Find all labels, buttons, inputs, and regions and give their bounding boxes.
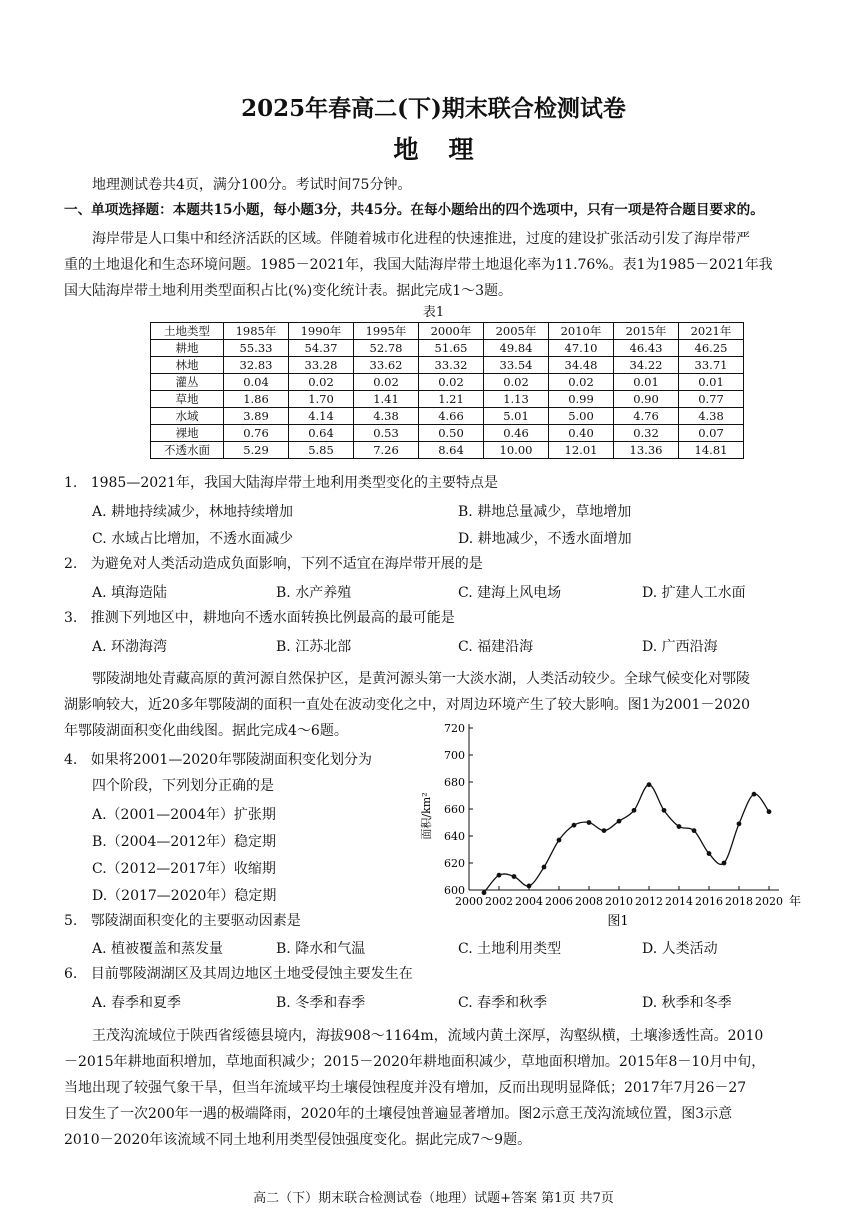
table-cell: 0.76 [224, 425, 289, 442]
q4-stem: 4. 如果将2001—2020年鄂陵湖面积变化划分为 [64, 752, 372, 768]
table-cell: 0.02 [549, 374, 614, 391]
chart-data-point [737, 821, 742, 826]
table-cell: 55.33 [224, 340, 289, 357]
q1-option-b: B. 耕地总量减少，草地增加 [458, 504, 632, 520]
chart-data-point [512, 874, 517, 879]
chart-data-point [707, 851, 712, 856]
chart-x-tick-label: 2010 [605, 895, 633, 908]
table-cell: 5.00 [549, 408, 614, 425]
passage2-line1: 鄂陵湖地处青藏高原的黄河源自然保护区，是黄河源头第一大淡水湖，人类活动较少。全球气候变化对鄂陵 [92, 671, 750, 687]
table-row-label: 裸地 [151, 425, 224, 442]
section-heading: 一、单项选择题：本题共15小题，每小题3分，共45分。在每小题给出的四个选项中，只有一项是符合题目要求的。 [64, 202, 764, 218]
table-cell: 4.66 [419, 408, 484, 425]
chart-data-point [677, 824, 682, 829]
table-cell: 1.86 [224, 391, 289, 408]
passage1-line3: 国大陆海岸带土地利用类型面积占比(%)变化统计表。据此完成1～3题。 [64, 283, 513, 299]
chart-x-tick-label: 2014 [665, 895, 693, 908]
passage1-line1: 海岸带是人口集中和经济活跃的区域。伴随着城市化进程的快速推进，过度的建设扩张活动引发了海岸带严 [92, 231, 750, 247]
q1-stem: 1. 1985—2021年，我国大陆海岸带土地利用类型变化的主要特点是 [64, 475, 498, 491]
table-cell: 1.13 [484, 391, 549, 408]
q2-stem: 2. 为避免对人类活动造成负面影响，下列不适宜在海岸带开展的是 [64, 556, 483, 572]
chart-data-point [692, 828, 697, 833]
chart-y-tick-label: 680 [444, 776, 465, 789]
table-cell: 5.29 [224, 442, 289, 459]
table-cell: 13.36 [614, 442, 679, 459]
q3-option-b: B. 江苏北部 [276, 639, 352, 655]
table-cell: 0.02 [484, 374, 549, 391]
chart-data-point [752, 792, 757, 797]
table-cell: 0.77 [679, 391, 744, 408]
chart-data-point [527, 884, 532, 889]
chart-y-tick-label: 620 [444, 857, 465, 870]
table-cell: 0.90 [614, 391, 679, 408]
chart-x-tick-label: 2018 [725, 895, 753, 908]
chart-x-tick-label: 2012 [635, 895, 663, 908]
passage2-line2: 湖影响较大，近20多年鄂陵湖的面积一直处在波动变化之中，对周边环境产生了较大影响。图1为2001－2020 [64, 697, 750, 713]
passage3-line5: 2010－2020年该流域不同土地利用类型侵蚀强度变化。据此完成7～9题。 [64, 1132, 532, 1148]
q4-option-c: C.（2012—2017年）收缩期 [92, 861, 276, 877]
table-cell: 33.71 [679, 357, 744, 374]
q2-option-b: B. 水产养殖 [276, 585, 352, 601]
q4-option-b: B.（2004—2012年）稳定期 [92, 834, 276, 850]
q1-option-d: D. 耕地减少，不透水面增加 [458, 531, 632, 547]
table-cell: 49.84 [484, 340, 549, 357]
chart-data-point [497, 873, 502, 878]
q5-option-a: A. 植被覆盖和蒸发量 [92, 941, 224, 957]
q6-stem: 6. 目前鄂陵湖湖区及其周边地区土地受侵蚀主要发生在 [64, 966, 413, 982]
q5-option-b: B. 降水和气温 [276, 941, 366, 957]
subject-title: 地理 [393, 135, 504, 164]
table-cell: 1.70 [289, 391, 354, 408]
passage1-line2: 重的土地退化和生态环境问题。1985－2021年，我国大陆海岸带土地退化率为11.76%。表1为1985－2021年我 [64, 257, 773, 273]
page-footer: 高二（下）期末联合检测试卷（地理）试题+答案 第1页 共7页 [253, 1191, 614, 1206]
q1-option-a: A. 耕地持续减少，林地持续增加 [92, 504, 294, 520]
table-cell: 0.07 [679, 425, 744, 442]
table-row-label: 水域 [151, 408, 224, 425]
table-cell: 1.21 [419, 391, 484, 408]
table-cell: 4.38 [679, 408, 744, 425]
table-header-cell: 2010年 [549, 323, 614, 340]
table-cell: 34.22 [614, 357, 679, 374]
table-row-label: 灌丛 [151, 374, 224, 391]
chart-y-tick-label: 700 [444, 749, 465, 762]
table-cell: 0.53 [354, 425, 419, 442]
chart-data-point [572, 823, 577, 828]
chart-series [482, 782, 772, 895]
table-cell: 0.01 [679, 374, 744, 391]
chart-data-point [767, 809, 772, 814]
chart-data-point [617, 819, 622, 824]
chart-data-point [557, 838, 562, 843]
table-header-cell: 1985年 [224, 323, 289, 340]
table-cell: 33.28 [289, 357, 354, 374]
chart-y-tick-label: 720 [444, 722, 465, 735]
table-header-cell: 2000年 [419, 323, 484, 340]
table-cell: 33.62 [354, 357, 419, 374]
chart-x-tick-label: 2000 [455, 895, 483, 908]
table-cell: 0.64 [289, 425, 354, 442]
passage3-line4: 日发生了一次200年一遇的极端降雨，2020年的土壤侵蚀普遍显著增加。图2示意王茂沟流域位置，图3示意 [64, 1106, 733, 1122]
table-cell: 0.04 [224, 374, 289, 391]
table-cell: 5.01 [484, 408, 549, 425]
chart-ylabel: 面积/km² [420, 792, 433, 840]
table-cell: 46.43 [614, 340, 679, 357]
table-cell: 52.78 [354, 340, 419, 357]
table-header-cell: 2021年 [679, 323, 744, 340]
table-cell: 46.25 [679, 340, 744, 357]
passage3-line2: －2015年耕地面积增加，草地面积减少；2015－2020年耕地面积减少，草地面积增加。2015年8－10月中旬， [64, 1054, 766, 1070]
q2-option-d: D. 扩建人工水面 [642, 585, 746, 601]
table-row [151, 391, 744, 408]
chart-x-unit: 年 [789, 894, 802, 908]
table-cell: 32.83 [224, 357, 289, 374]
table-row [151, 442, 744, 459]
table-row [151, 425, 744, 442]
passage3-line1: 王茂沟流域位于陕西省绥德县境内，海拔908～1164m，流域内黄土深厚，沟壑纵横，土壤渗透性高。2010 [92, 1028, 764, 1044]
q3-stem: 3. 推测下列地区中，耕地向不透水面转换比例最高的最可能是 [64, 610, 455, 626]
chart-x-tick-label: 2008 [575, 895, 603, 908]
table-header-row [151, 323, 744, 340]
chart-x-tick-label: 2016 [695, 895, 723, 908]
table-cell: 0.50 [419, 425, 484, 442]
table-cell: 0.02 [289, 374, 354, 391]
table-row [151, 357, 744, 374]
table-cell: 0.02 [419, 374, 484, 391]
chart-y-tick-label: 600 [444, 884, 465, 897]
table-cell: 0.46 [484, 425, 549, 442]
table-header-cell: 2005年 [484, 323, 549, 340]
chart-x-tick-label: 2002 [485, 895, 513, 908]
q2-option-c: C. 建海上风电场 [458, 585, 562, 601]
table-header-cell: 1995年 [354, 323, 419, 340]
table-cell: 4.38 [354, 408, 419, 425]
q4-option-a: A.（2001—2004年）扩张期 [92, 807, 276, 823]
q6-option-b: B. 冬季和春季 [276, 995, 366, 1011]
table-cell: 8.64 [419, 442, 484, 459]
chart-y-tick-label: 660 [444, 803, 465, 816]
q5-option-d: D. 人类活动 [642, 941, 718, 957]
table-cell: 51.65 [419, 340, 484, 357]
table-row-label: 草地 [151, 391, 224, 408]
table-header-cell: 2015年 [614, 323, 679, 340]
chart-x-tick-label: 2004 [515, 895, 543, 908]
q2-option-a: A. 填海造陆 [92, 585, 168, 601]
table-cell: 4.76 [614, 408, 679, 425]
passage2-line3: 年鄂陵湖面积变化曲线图。据此完成4～6题。 [64, 723, 348, 739]
chart-data-point [482, 890, 487, 895]
q5-option-c: C. 土地利用类型 [458, 941, 562, 957]
chart-x-tick-label: 2006 [545, 895, 573, 908]
table-header-cell: 土地类型 [151, 323, 224, 340]
chart-data-point [722, 861, 727, 866]
table-cell: 33.54 [484, 357, 549, 374]
table-cell: 0.01 [614, 374, 679, 391]
exam-title: 2025年春高二(下)期末联合检测试卷 [241, 95, 626, 122]
table-row [151, 374, 744, 391]
chart-x-tick-label: 2020 [755, 895, 783, 908]
table-caption: 表1 [422, 305, 445, 320]
land-use-table [150, 322, 744, 459]
chart-data-point [662, 808, 667, 813]
table-cell: 33.32 [419, 357, 484, 374]
table-cell: 0.02 [354, 374, 419, 391]
table-cell: 14.81 [679, 442, 744, 459]
table-cell: 0.32 [614, 425, 679, 442]
lake-area-chart [412, 718, 812, 933]
q4-option-d: D.（2017—2020年）稳定期 [92, 888, 277, 904]
chart-data-point [632, 808, 637, 813]
table-cell: 47.10 [549, 340, 614, 357]
table-cell: 1.41 [354, 391, 419, 408]
chart-data-point [542, 865, 547, 870]
table-cell: 0.99 [549, 391, 614, 408]
table-row-label: 耕地 [151, 340, 224, 357]
table-cell: 4.14 [289, 408, 354, 425]
table-cell: 54.37 [289, 340, 354, 357]
table-cell: 3.89 [224, 408, 289, 425]
q6-option-c: C. 春季和秋季 [458, 995, 548, 1011]
table-cell: 0.40 [549, 425, 614, 442]
chart-caption: 图1 [607, 914, 629, 929]
q3-option-c: C. 福建沿海 [458, 639, 534, 655]
q6-option-a: A. 春季和夏季 [92, 995, 182, 1011]
table-header-cell: 1990年 [289, 323, 354, 340]
chart-y-tick-label: 640 [444, 830, 465, 843]
chart-data-point [647, 782, 652, 787]
table-cell: 34.48 [549, 357, 614, 374]
passage3-line3: 当地出现了较强气象干旱，但当年流域平均土壤侵蚀程度并没有增加，反而出现明显降低；2017年7月26－27 [64, 1080, 747, 1096]
chart-series-line [484, 785, 769, 893]
table-row-label: 不透水面 [151, 442, 224, 459]
exam-intro: 地理测试卷共4页，满分100分。考试时间75分钟。 [92, 177, 412, 193]
chart-axes [444, 722, 783, 908]
table-cell: 7.26 [354, 442, 419, 459]
q6-option-d: D. 秋季和冬季 [642, 995, 732, 1011]
table-cell: 10.00 [484, 442, 549, 459]
q1-option-c: C. 水域占比增加，不透水面减少 [92, 531, 294, 547]
table-cell: 5.85 [289, 442, 354, 459]
q4-stem-cont: 四个阶段，下列划分正确的是 [92, 778, 274, 794]
q3-option-a: A. 环渤海湾 [92, 639, 168, 655]
q5-stem: 5. 鄂陵湖面积变化的主要驱动因素是 [64, 913, 301, 929]
table-row [151, 408, 744, 425]
table-cell: 12.01 [549, 442, 614, 459]
chart-data-point [602, 828, 607, 833]
q3-option-d: D. 广西沿海 [642, 639, 718, 655]
table-row [151, 340, 744, 357]
chart-data-point [587, 820, 592, 825]
table-row-label: 林地 [151, 357, 224, 374]
